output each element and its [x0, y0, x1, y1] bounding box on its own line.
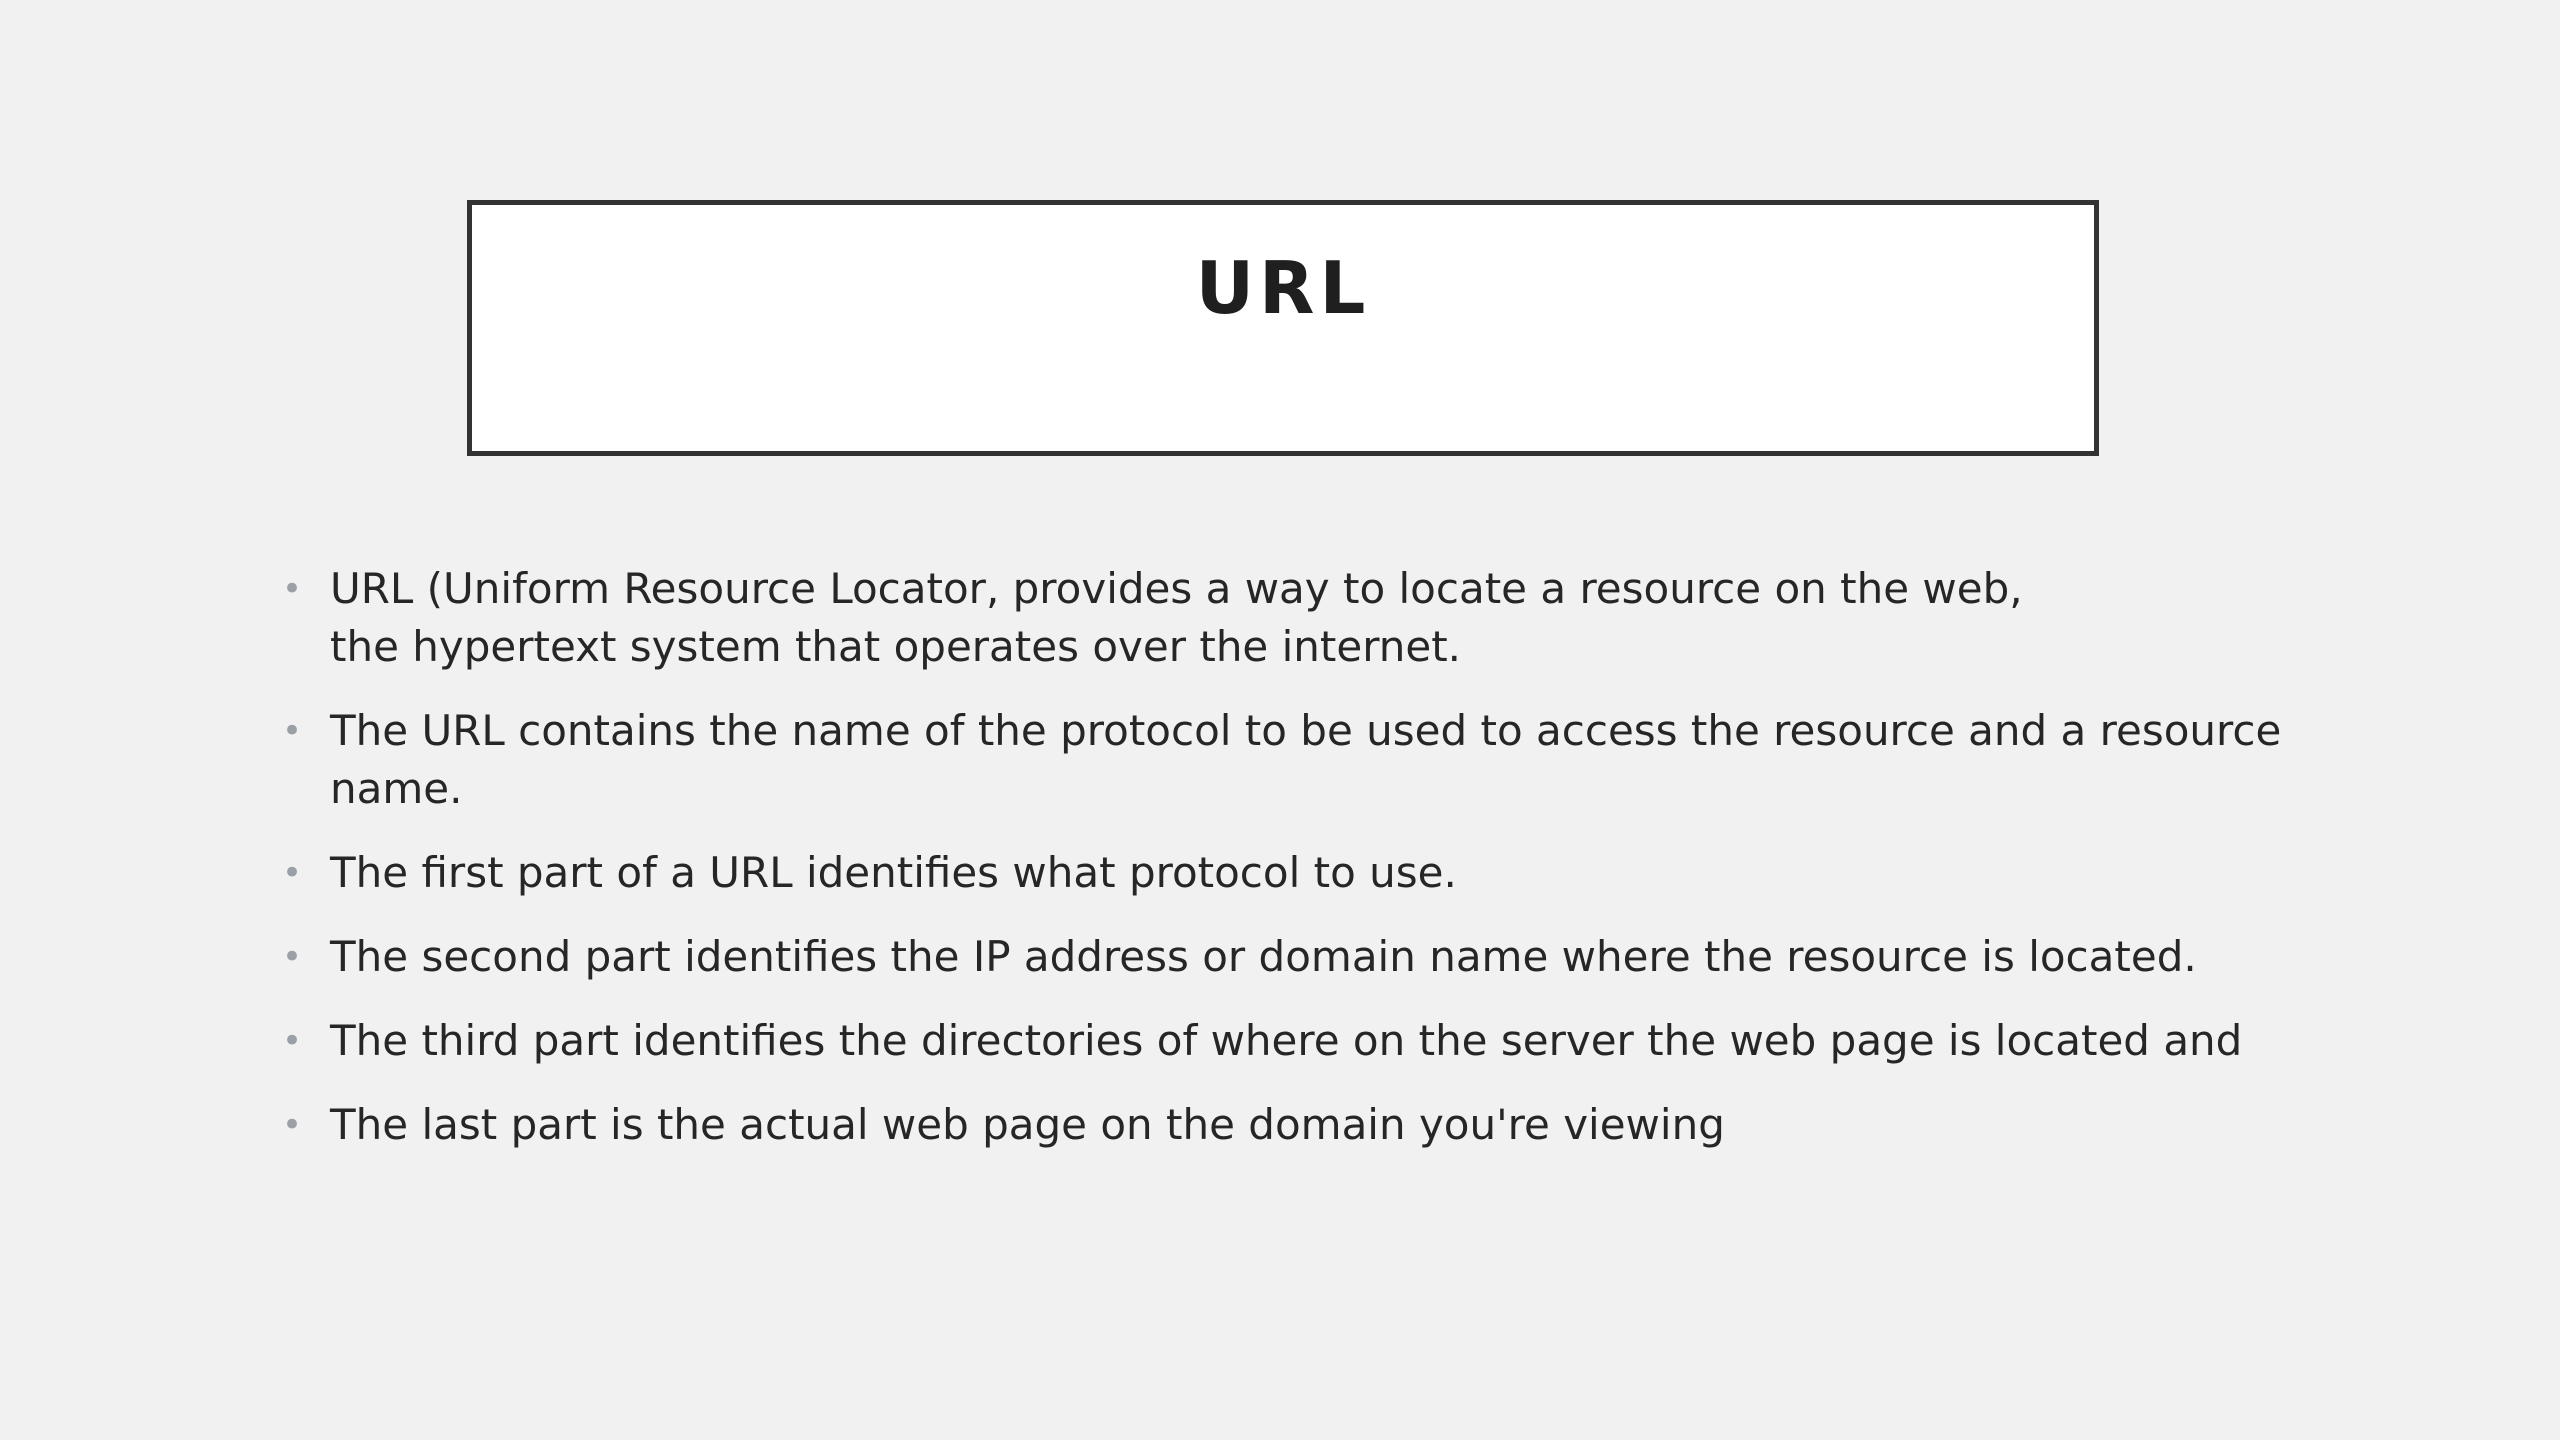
bullet-text	[330, 928, 2300, 986]
bullet-text	[330, 560, 2300, 676]
bullet-line: URL (Uniform Resource Locator, provides a way to locate a resource on the web,	[330, 564, 2023, 613]
bullet-item	[280, 1012, 2300, 1070]
bullet-item	[280, 844, 2300, 902]
bullet-line: The last part is the actual web page on the domain you're viewing	[330, 1100, 1725, 1149]
slide-title: URL	[1195, 246, 1371, 330]
bullet-item	[280, 928, 2300, 986]
bullet-text	[330, 702, 2300, 818]
bullet-text	[330, 844, 2300, 902]
bullet-line: The first part of a URL identifies what protocol to use.	[330, 848, 1457, 897]
bullet-line: The URL contains the name of the protocol to be used to access the resource and a resource	[330, 706, 2282, 755]
bullet-line: The second part identifies the IP address or domain name where the resource is located.	[330, 932, 2197, 981]
title-box	[467, 200, 2099, 456]
bullet-item	[280, 702, 2300, 818]
bullet-text	[330, 1012, 2300, 1070]
bullet-item	[280, 1096, 2300, 1154]
bullet-dot-icon: •	[282, 1021, 303, 1061]
bullet-dot-icon: •	[282, 1105, 303, 1145]
bullet-line: the hypertext system that operates over the internet.	[330, 622, 1462, 671]
bullet-line: The third part identifies the directories of where on the server the web page is located and	[330, 1016, 2243, 1065]
bullet-dot-icon: •	[282, 853, 303, 893]
bullet-line: name.	[330, 764, 463, 813]
bullet-text	[330, 1096, 2300, 1154]
bullet-item	[280, 560, 2300, 676]
bullet-dot-icon: •	[282, 937, 303, 977]
bullet-dot-icon: •	[282, 569, 303, 609]
bullet-dot-icon: •	[282, 711, 303, 751]
bullet-list	[280, 560, 2300, 1180]
